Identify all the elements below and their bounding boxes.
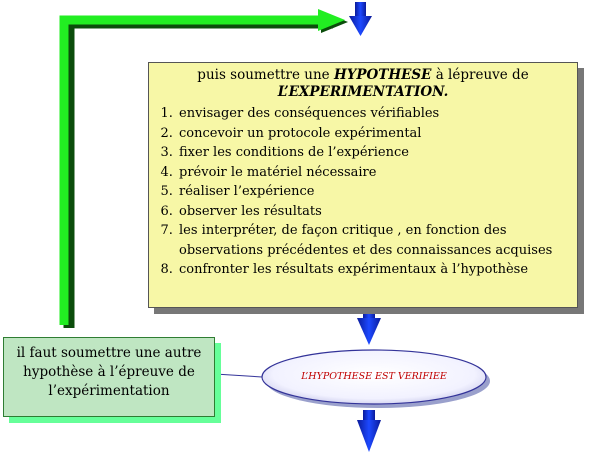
step-item: 1. envisager des conséquences vérifiables — [177, 104, 569, 124]
step-item: 8. confronter les résultats expérimentaux à l’hypothèse — [177, 260, 569, 280]
connector-line — [215, 374, 262, 377]
heading-keyword: HYPOTHESE — [333, 67, 432, 83]
flow-arrow-bottom — [357, 410, 381, 452]
step-item: 3. fixer les conditions de l’expérience — [177, 143, 569, 163]
verified-label: L’HYPOTHESE EST VERIFIEE — [301, 370, 447, 382]
heading-middle: à lépreuve de — [435, 67, 529, 83]
step-item: 4. prévoir le matériel nécessaire — [177, 163, 569, 183]
hypothesis-box — [148, 62, 578, 308]
hypothesis-heading — [157, 67, 569, 101]
heading-keyword2: L’EXPERIMENTATION. — [277, 84, 449, 100]
flow-arrow-top — [349, 2, 372, 36]
step-item: 5. réaliser l’expérience — [177, 182, 569, 202]
step-item: 7. les interpréter, de façon critique , en fonction des observations précédentes et des connaissances acquises — [177, 221, 569, 260]
step-item: 2. concevoir un protocole expérimental — [177, 124, 569, 144]
step-item: 6. observer les résultats — [177, 202, 569, 222]
heading-intro: puis soumettre une — [197, 67, 330, 83]
steps-list — [157, 104, 569, 280]
alternative-hypothesis-box: il faut soumettre une autre hypothèse à l’épreuve de l’expérimentation — [3, 337, 215, 417]
flow-arrow-middle — [357, 311, 381, 345]
